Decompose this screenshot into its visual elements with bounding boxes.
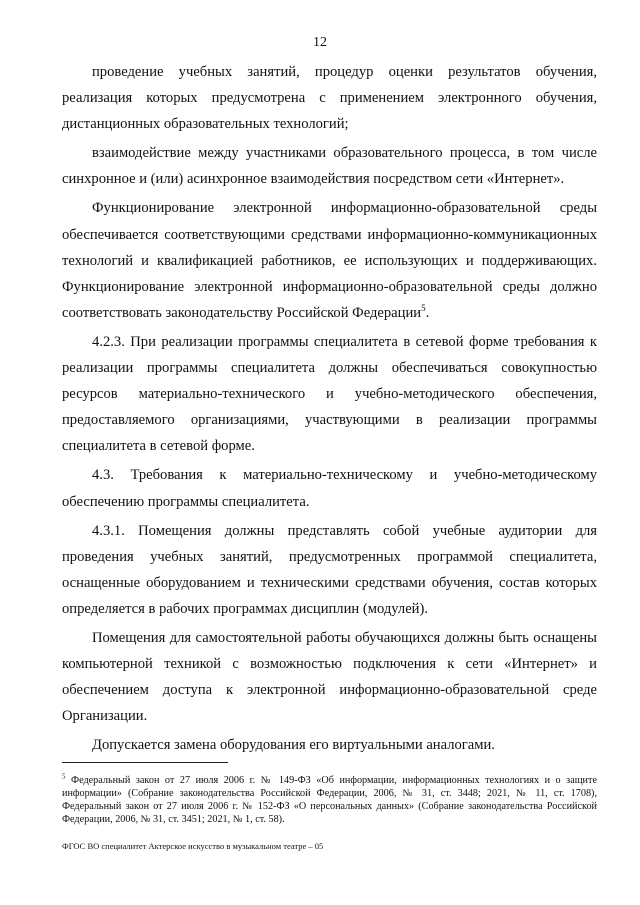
footnote-text: Федеральный закон от 27 июля 2006 г. № 149-ФЗ «Об информации, информационных технологиях и о защите информации» (Собрание законодательства Российской Федерации, 2006, № 31, ст. 3448; 2021, № 11, ст. 1708), Федеральный закон от 27 июля 2006 г. № 152-ФЗ «О персональных данных» (Собрание законодательства Российской Федерации, 2006, № 31, ст. 3451; 2021, № 1, ст. 58).: [62, 775, 597, 825]
paragraph-end-period: .: [425, 304, 430, 321]
footnote-reference: 5: [421, 302, 426, 313]
paragraph-text: Функционирование электронной информационно-образовательной среды обеспечивается соответствующими средствами информационно-коммуникационных технологий и квалификацией работников, ее использующих и поддерживающих. Функционирование электронной информационно-образовательной среды должно соответствовать законодательству Российской Федерации: [62, 200, 597, 321]
paragraph: взаимодействие между участниками образовательного процесса, в том числе синхронное и (или) асинхронное взаимодействия посредством сети «Интернет».: [62, 145, 597, 188]
footnote: [62, 774, 597, 826]
paragraph: проведение учебных занятий, процедур оценки результатов обучения, реализация которых предусмотрена с применением электронного обучения, дистанционных образовательных технологий;: [62, 64, 597, 133]
body-text: [62, 59, 597, 761]
paragraph: Допускается замена оборудования его виртуальными аналогами.: [92, 737, 495, 754]
footnote-marker: 5: [62, 772, 66, 781]
document-footer: ФГОС ВО специалитет Актерское искусство в музыкальном театре – 05: [62, 841, 324, 851]
footnote-divider: [62, 762, 228, 763]
paragraph-with-footnote: [62, 195, 597, 325]
section-heading: 4.3. Требования к материально-техническому и учебно-методическому обеспечению программы специалитета.: [62, 467, 597, 510]
paragraph: Помещения для самостоятельной работы обучающихся должны быть оснащены компьютерной техникой с возможностью подключения к сети «Интернет» и обеспечением доступа к электронной информационно-образовательной среде Организации.: [62, 629, 597, 725]
page-number: 12: [313, 35, 327, 50]
paragraph: 4.2.3. При реализации программы специалитета в сетевой форме требования к реализации программы специалитета должны обеспечиваться совокупностью ресурсов материально-технического и учебно-методического обеспечения, предоставляемого организациями, участвующими в реализации программы специалитета в сетевой форме.: [62, 333, 597, 455]
paragraph: 4.3.1. Помещения должны представлять собой учебные аудитории для проведения учебных занятий, предусмотренных программой специалитета, оснащенные оборудованием и техническими средствами обучения, состав которых определяется в рабочих программах дисциплин (модулей).: [62, 522, 597, 617]
